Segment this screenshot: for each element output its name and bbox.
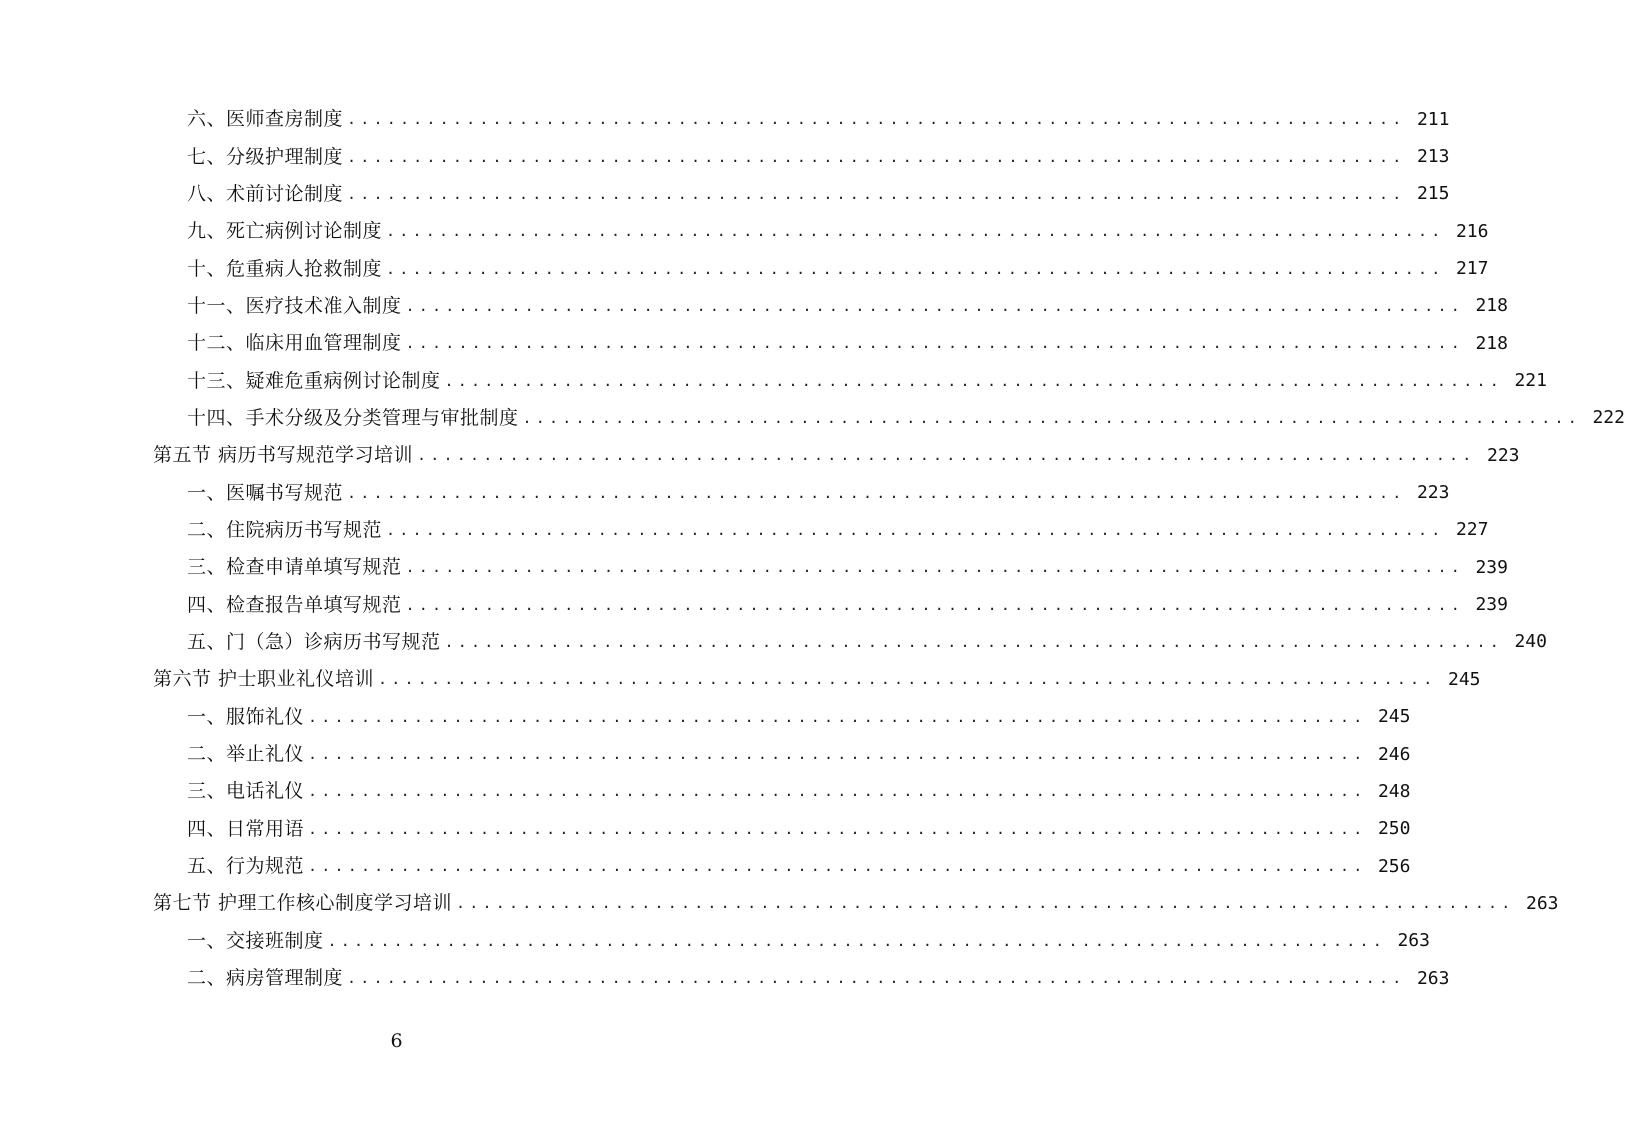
toc-entry-page: 248 xyxy=(1377,780,1411,802)
toc-item-entry[interactable] xyxy=(0,474,1450,511)
toc-entry-page: 263 xyxy=(1397,930,1430,952)
toc-entry-page: 223 xyxy=(1416,482,1450,504)
toc-item-entry[interactable] xyxy=(0,288,1508,325)
toc-dot-leader: ................................................................................ xyxy=(347,147,1406,166)
toc-entry-page: 250 xyxy=(1377,818,1411,840)
toc-dot-leader: ................................................................................ xyxy=(308,707,1367,726)
toc-entry-page: 246 xyxy=(1377,743,1411,765)
toc-dot-leader: ................................................................................ xyxy=(347,184,1406,203)
toc-dot-leader: ................................................................................ xyxy=(347,483,1406,502)
toc-entry-title: 八、术前讨论制度 xyxy=(187,182,344,205)
toc-dot-leader: ................................................................................ xyxy=(417,446,1476,465)
toc-entry-title: 第六节 护士职业礼仪培训 xyxy=(153,668,375,691)
toc-dot-leader: ................................................................................ xyxy=(347,110,1406,129)
toc-entry-title: 二、住院病历书写规范 xyxy=(187,518,383,541)
toc-dot-leader: ................................................................................ xyxy=(308,857,1367,876)
toc-dot-leader: ................................................................................ xyxy=(456,894,1515,913)
toc-entry-page: 245 xyxy=(1448,668,1481,690)
toc-dot-leader: ................................................................................ xyxy=(327,931,1386,950)
toc-item-entry[interactable] xyxy=(0,848,1411,885)
toc-entry-title: 一、医嘱书写规范 xyxy=(187,481,344,504)
toc-entry-page: 227 xyxy=(1455,519,1489,541)
table-of-contents xyxy=(0,101,1625,997)
toc-entry-title: 十、危重病人抢救制度 xyxy=(187,257,383,280)
toc-entry-page: 217 xyxy=(1455,258,1489,280)
toc-entry-title: 第七节 护理工作核心制度学习培训 xyxy=(153,892,453,915)
toc-item-entry[interactable] xyxy=(0,213,1489,250)
toc-entry-page: 240 xyxy=(1514,631,1547,653)
toc-entry-page: 213 xyxy=(1416,146,1450,168)
toc-entry-page: 263 xyxy=(1526,892,1559,914)
toc-dot-leader: ................................................................................ xyxy=(405,558,1464,577)
toc-item-entry[interactable] xyxy=(0,624,1547,661)
toc-item-entry[interactable] xyxy=(0,138,1450,175)
toc-section-entry[interactable] xyxy=(0,661,1481,698)
toc-entry-title: 第五节 病历书写规范学习培训 xyxy=(153,444,414,467)
toc-item-entry[interactable] xyxy=(0,549,1508,586)
toc-item-entry[interactable] xyxy=(0,325,1508,362)
toc-dot-leader: ................................................................................ xyxy=(386,259,1445,278)
toc-dot-leader: ................................................................................ xyxy=(347,969,1406,988)
toc-section-entry[interactable] xyxy=(0,885,1559,922)
toc-item-entry[interactable] xyxy=(0,362,1547,399)
toc-entry-title: 十三、疑难危重病例讨论制度 xyxy=(187,369,441,392)
toc-item-entry[interactable] xyxy=(0,512,1489,549)
toc-entry-title: 十二、临床用血管理制度 xyxy=(187,332,402,355)
toc-entry-page: 263 xyxy=(1416,967,1450,989)
toc-dot-leader: ................................................................................ xyxy=(308,819,1367,838)
toc-item-entry[interactable] xyxy=(0,101,1450,138)
toc-dot-leader: ................................................................................ xyxy=(378,670,1437,689)
toc-entry-title: 六、医师查房制度 xyxy=(187,108,344,131)
toc-entry-title: 四、日常用语 xyxy=(187,817,305,840)
toc-entry-title: 十一、医疗技术准入制度 xyxy=(187,294,402,317)
toc-entry-page: 215 xyxy=(1416,183,1450,205)
toc-entry-title: 三、电话礼仪 xyxy=(187,780,305,803)
toc-section-entry[interactable] xyxy=(0,437,1520,474)
toc-entry-title: 九、死亡病例讨论制度 xyxy=(187,220,383,243)
toc-dot-leader: ................................................................................ xyxy=(405,296,1464,315)
toc-entry-page: 223 xyxy=(1487,444,1520,466)
toc-dot-leader: ................................................................................ xyxy=(444,632,1503,651)
toc-dot-leader: ................................................................................ xyxy=(308,745,1367,764)
toc-entry-title: 四、检查报告单填写规范 xyxy=(187,593,402,616)
toc-item-entry[interactable] xyxy=(0,586,1508,623)
toc-entry-title: 五、行为规范 xyxy=(187,855,305,878)
toc-entry-title: 一、服饰礼仪 xyxy=(187,705,305,728)
toc-dot-leader: ................................................................................ xyxy=(308,782,1367,801)
toc-item-entry[interactable] xyxy=(0,773,1411,810)
toc-dot-leader: ................................................................................ xyxy=(386,222,1445,241)
toc-entry-page: 239 xyxy=(1475,594,1508,616)
toc-entry-title: 二、举止礼仪 xyxy=(187,743,305,766)
toc-entry-page: 218 xyxy=(1475,332,1508,354)
toc-item-entry[interactable] xyxy=(0,960,1450,997)
toc-dot-leader: ................................................................................ xyxy=(444,371,1503,390)
toc-item-entry[interactable] xyxy=(0,923,1430,960)
toc-entry-title: 十四、手术分级及分类管理与审批制度 xyxy=(187,406,519,429)
page-number: 6 xyxy=(390,1030,403,1052)
toc-item-entry[interactable] xyxy=(0,400,1625,437)
toc-entry-page: 221 xyxy=(1514,370,1547,392)
toc-item-entry[interactable] xyxy=(0,250,1489,287)
toc-dot-leader: ................................................................................ xyxy=(386,520,1445,539)
toc-entry-title: 五、门（急）诊病历书写规范 xyxy=(187,630,441,653)
toc-entry-title: 二、病房管理制度 xyxy=(187,967,344,990)
toc-entry-page: 245 xyxy=(1377,706,1411,728)
toc-item-entry[interactable] xyxy=(0,699,1411,736)
toc-entry-page: 211 xyxy=(1416,108,1450,130)
toc-item-entry[interactable] xyxy=(0,811,1411,848)
toc-dot-leader: ................................................................................ xyxy=(405,595,1464,614)
toc-dot-leader: ................................................................................ xyxy=(522,408,1581,427)
toc-item-entry[interactable] xyxy=(0,736,1411,773)
toc-entry-title: 三、检查申请单填写规范 xyxy=(187,556,402,579)
toc-entry-page: 216 xyxy=(1455,220,1489,242)
toc-entry-page: 239 xyxy=(1475,556,1508,578)
toc-entry-page: 218 xyxy=(1475,295,1508,317)
toc-entry-title: 一、交接班制度 xyxy=(187,929,324,952)
toc-item-entry[interactable] xyxy=(0,176,1450,213)
toc-entry-page: 222 xyxy=(1592,407,1625,429)
toc-entry-title: 七、分级护理制度 xyxy=(187,145,344,168)
toc-entry-page: 256 xyxy=(1377,855,1411,877)
toc-dot-leader: ................................................................................ xyxy=(405,334,1464,353)
